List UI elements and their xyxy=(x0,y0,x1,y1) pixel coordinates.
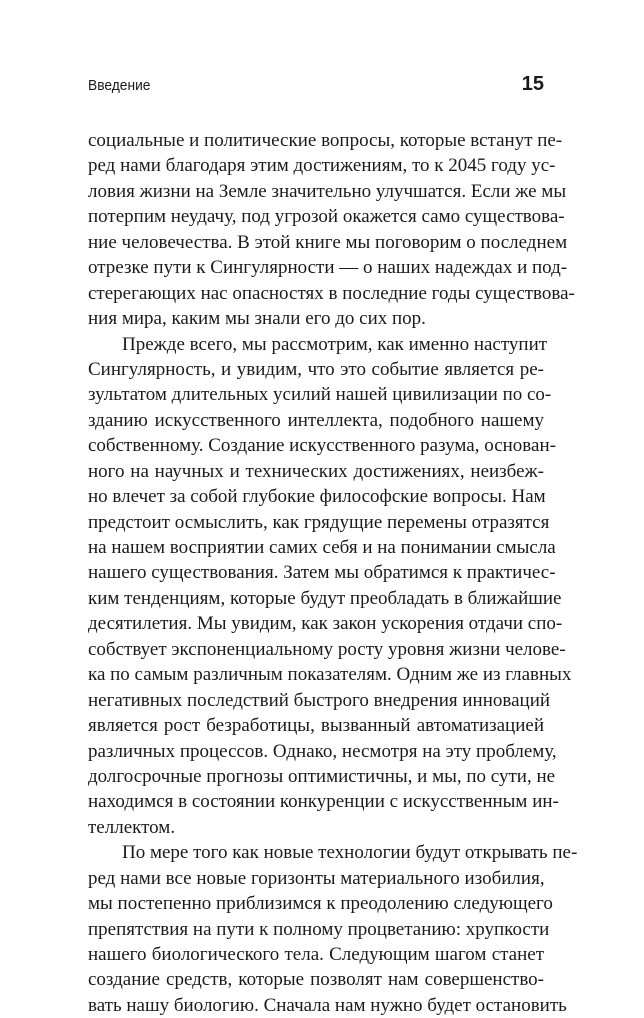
text-line: ние человечества. В этой книге мы поговорим о последнем xyxy=(88,231,568,253)
text-line: ного на научных и технических достижениях, неизбеж- xyxy=(88,460,544,482)
text-line: отрезке пути к Сингулярности — о наших надеждах и под- xyxy=(88,257,568,279)
body-text xyxy=(88,128,578,1018)
page-number: 15 xyxy=(521,73,544,95)
text-line: ка по самым различным показателям. Одним же из главных xyxy=(88,664,572,686)
text-line: ким тенденциям, которые будут преобладать в ближайшие xyxy=(88,587,562,609)
text-line: зультатом длительных усилий нашей цивилизации по со- xyxy=(88,384,552,406)
paragraph xyxy=(88,332,572,841)
text-line: десятилетия. Мы увидим, как закон ускорения отдачи спо- xyxy=(88,613,563,635)
text-line: ловия жизни на Земле значительно улучшатся. Если же мы xyxy=(88,180,567,202)
text-line: различных процессов. Однако, несмотря на эту проблему, xyxy=(88,740,557,762)
text-line: находимся в состоянии конкуренции с искусственным ин- xyxy=(88,791,559,813)
text-line: Прежде всего, мы рассмотрим, как именно наступит xyxy=(122,333,548,355)
text-line: собственному. Создание искусственного разума, основан- xyxy=(88,435,556,457)
text-line: нашего существования. Затем мы обратимся к практичес- xyxy=(88,562,556,584)
paragraph xyxy=(88,840,578,1018)
paragraph xyxy=(88,128,575,332)
running-header xyxy=(88,73,544,99)
text-line: теллектом. xyxy=(88,816,176,838)
text-line: Сингулярность, и увидим, что это событие является ре- xyxy=(88,358,544,380)
text-line: По мере того как новые технологии будут открывать пе- xyxy=(122,842,578,864)
text-line: зданию искусственного интеллекта, подобного нашему xyxy=(88,409,544,431)
text-line: препятствия на пути к полному процветанию: хрупкости xyxy=(88,918,550,940)
text-line: является рост безработицы, вызванный автоматизацией xyxy=(88,715,544,737)
text-line: ред нами все новые горизонты материального изобилия, xyxy=(88,867,545,889)
text-line: собствует экспоненциальному росту уровня жизни челове- xyxy=(88,638,566,660)
text-line: нашего биологического тела. Следующим шагом станет xyxy=(88,944,544,965)
text-line: но влечет за собой глубокие философские вопросы. Нам xyxy=(88,486,546,508)
text-line: стерегающих нас опасностях в последние годы существова- xyxy=(88,282,575,304)
section-title: Введение xyxy=(88,77,151,94)
text-line: ред нами благодаря этим достижениям, то к 2045 году ус- xyxy=(88,155,556,177)
text-line: социальные и политические вопросы, которые встанут пе- xyxy=(88,130,563,151)
text-line: предстоит осмыслить, как грядущие перемены отразятся xyxy=(88,511,550,533)
text-line: долгосрочные прогнозы оптимистичны, и мы, по сути, не xyxy=(88,765,556,787)
text-line: создание средств, которые позволят нам совершенство- xyxy=(88,969,544,991)
text-line: мы постепенно приблизимся к преодолению следующего xyxy=(88,893,553,915)
text-line: на нашем восприятии самих себя и на понимании смысла xyxy=(88,537,556,558)
text-line: ния мира, каким мы знали его до сих пор. xyxy=(88,308,426,330)
text-line: негативных последствий быстрого внедрения инноваций xyxy=(88,689,551,711)
text-line: вать нашу биологию. Сначала нам нужно будет остановить xyxy=(88,994,567,1016)
text-line: потерпим неудачу, под угрозой окажется само существова- xyxy=(88,206,565,228)
